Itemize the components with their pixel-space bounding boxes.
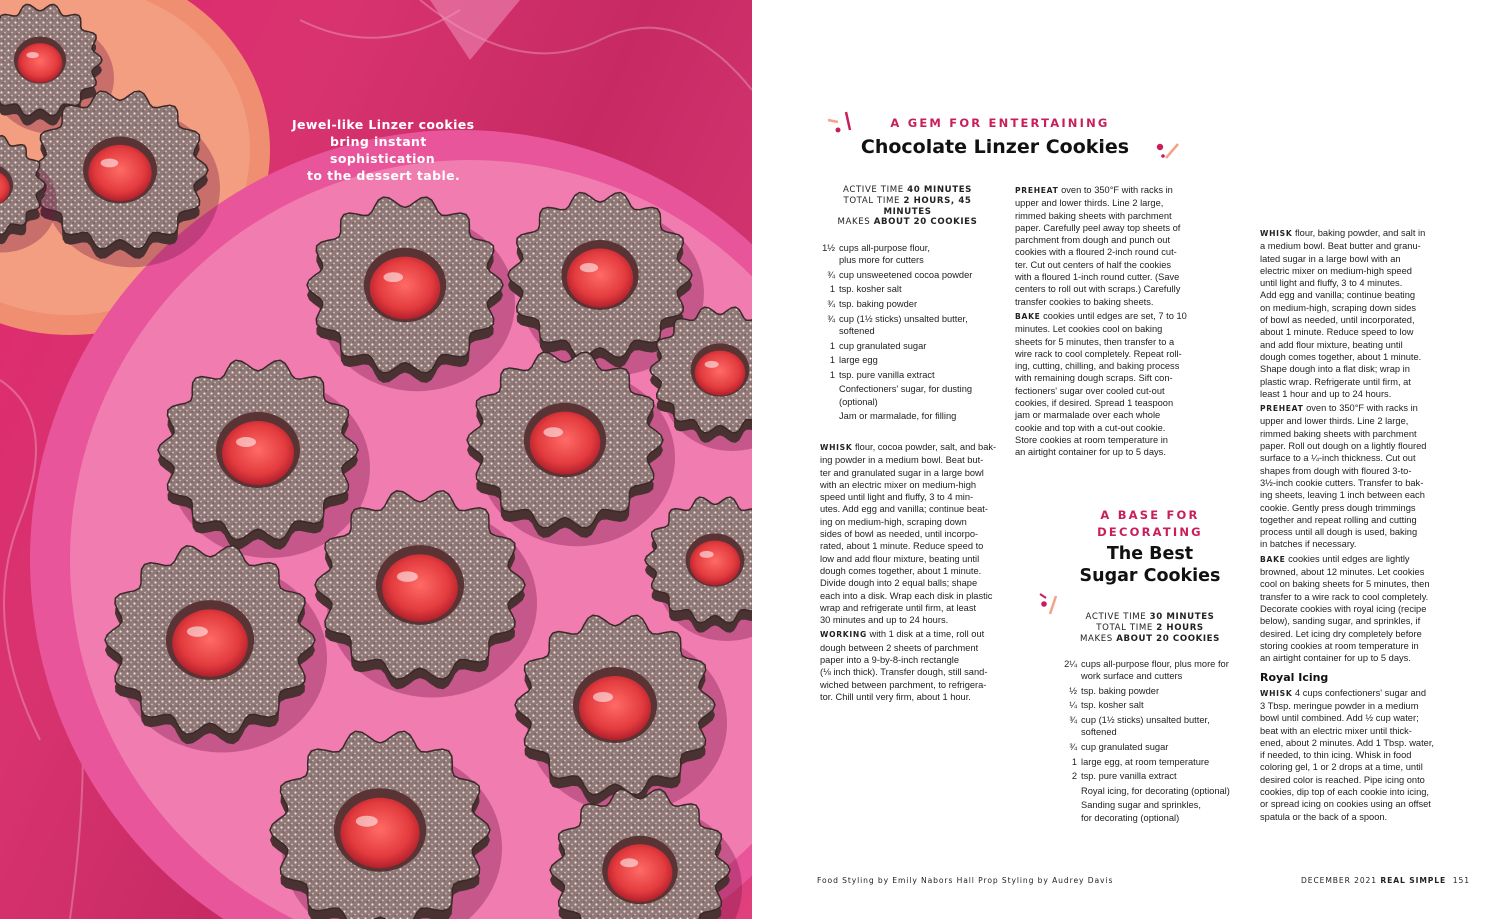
step-line: lated sugar in a large bowl with an <box>1260 253 1401 264</box>
sugar-title <box>1040 543 1260 587</box>
step-line: transfer cookies to baking sheets. <box>1015 296 1154 307</box>
ingredient-line: plus more for cutters <box>839 255 924 266</box>
ingredient-text <box>1081 785 1242 797</box>
ingredient-qty: ½ <box>1069 685 1077 696</box>
caption-line: Jewel-like Linzer cookies <box>292 117 475 132</box>
ingredient-line: cup granulated sugar <box>1081 741 1169 752</box>
step-line: ing on medium-high, scraping down <box>820 516 967 527</box>
step-line: ter and granulated sugar in a large bowl <box>820 467 984 478</box>
step-line: upper and lower thirds. Line 2 large, <box>1015 198 1164 209</box>
ingredient-item <box>815 410 995 422</box>
ingredient-text <box>839 340 995 352</box>
meta-label: TOTAL TIME <box>843 195 901 206</box>
step-line: below), sanding sugar, and sprinkles, if <box>1260 616 1421 627</box>
ingredient-line: cups all-purpose flour, plus more for <box>1081 659 1229 669</box>
ingredient-qty: ¾ <box>1069 715 1077 726</box>
ingredient-qty: ¾ <box>827 299 835 310</box>
title-line: Sugar Cookies <box>1079 566 1221 586</box>
step-line: about 1 minute. Reduce speed to low <box>1260 327 1414 338</box>
recipe-step <box>1015 310 1195 459</box>
step-line: each into a disk. Wrap each disk in plastic <box>820 590 993 601</box>
step-line: Divide dough into 2 equal balls; shape <box>820 578 978 589</box>
ingredient-line: tsp. kosher salt <box>839 284 902 295</box>
ingredient-qty: 2¼ <box>1064 659 1077 669</box>
ingredient-qty <box>815 410 839 422</box>
step-line: utes. Add egg and vanilla; continue beat- <box>820 504 988 515</box>
step-line: on medium-high, scraping down sides <box>1260 302 1417 313</box>
step-line: storing cookies at room temperature in <box>1260 640 1419 651</box>
ingredient-line: Royal icing, for decorating (optional) <box>1081 785 1230 796</box>
ingredient-text <box>839 298 995 310</box>
step-line: cool on baking sheets for 5 minutes, then <box>1260 579 1430 590</box>
step-verb: PREHEAT <box>1260 404 1304 414</box>
caption-line: bring instant sophistication <box>330 134 436 166</box>
step-line: dough comes together, about 1 minute. <box>820 565 982 576</box>
ingredient-text <box>839 354 995 366</box>
ingredient-item <box>815 269 995 281</box>
ingredient-item <box>1057 785 1242 797</box>
ingredient-line: for decorating (optional) <box>1081 812 1180 823</box>
sugar-steps <box>1260 227 1440 825</box>
step-line: an airtight container for up to 5 days. <box>1015 447 1166 458</box>
meta-value: 2 HOURS <box>1156 622 1204 633</box>
magazine-name: REAL SIMPLE <box>1380 876 1447 885</box>
ingredient-item <box>815 340 995 352</box>
step-line: Decorate cookies with royal icing (recipe <box>1260 603 1427 614</box>
step-line: sides of bowl as needed, until incorpo- <box>820 529 979 540</box>
step-line: of bowl as needed, until incorporated, <box>1260 315 1415 326</box>
ingredient-text <box>839 283 995 295</box>
step-verb: WORKING <box>820 630 867 640</box>
ingredient-text <box>1081 714 1242 739</box>
step-line: cookies, dip top of each cookie into icing, <box>1260 787 1429 798</box>
step-line: wiched between parchment, to refrigera- <box>820 679 987 690</box>
step-line: with a floured 1-inch round cutter. (Save <box>1015 272 1180 283</box>
step-line: rated, about 1 minute. Reduce speed to <box>820 541 984 552</box>
step-line: paper. Carefully peel away top sheets of <box>1015 222 1181 233</box>
ingredient-qty: 1 <box>1071 756 1077 767</box>
step-line: ened, about 2 minutes. Add 1 Tbsp. water, <box>1260 737 1435 748</box>
step-verb: BAKE <box>1015 311 1041 321</box>
ingredient-text <box>1081 685 1242 697</box>
ingredient-item <box>815 354 995 366</box>
step-line: ing, cutting, chilling, and baking process <box>1015 361 1180 372</box>
meta-label: TOTAL TIME <box>1096 622 1153 633</box>
step-line: in batches if necessary. <box>1260 539 1357 550</box>
photo-caption <box>292 116 532 184</box>
step-line: beat with an electric mixer until thick- <box>1260 725 1412 736</box>
kicker-line: A BASE FOR <box>1100 508 1200 522</box>
step-line: desired color is reached. Pipe icing onto <box>1260 774 1425 785</box>
ingredient-line: softened <box>839 325 875 336</box>
step-line <box>1260 402 1440 415</box>
ingredient-line: (optional) <box>839 396 878 407</box>
ingredient-item <box>1057 770 1242 782</box>
meta-label: ACTIVE TIME <box>843 185 904 195</box>
step-line: an airtight container for up to 5 days. <box>1260 653 1411 664</box>
royal-icing-heading: Royal Icing <box>1260 671 1329 685</box>
step-line <box>1260 553 1440 566</box>
meta-value: ABOUT 20 COOKIES <box>873 217 978 228</box>
meta-value: 2 HOURS, 45 MINUTES <box>883 195 972 217</box>
meta-label: MAKES <box>1080 633 1113 644</box>
recipe-step <box>820 441 1000 626</box>
step-line: with remaining dough scraps. Sift con- <box>1015 373 1173 384</box>
step-line <box>820 628 1000 641</box>
step-line: 30 minutes and up to 24 hours. <box>820 615 949 626</box>
ingredient-line: softened <box>1081 727 1117 738</box>
step-line: bowl until combined. Add ½ cup water; <box>1260 713 1419 724</box>
ingredient-line: tsp. pure vanilla extract <box>839 369 935 380</box>
step-line: ing powder in a medium bowl. Beat but- <box>820 455 984 466</box>
ingredient-qty <box>1057 799 1081 824</box>
ingredient-text <box>839 410 995 422</box>
step-line: cookie and top with a cut-out cookie. <box>1015 422 1166 433</box>
step-text: oven to 350°F with racks in <box>1061 185 1173 195</box>
ingredient-item <box>1057 799 1242 824</box>
ingredient-line: tsp. kosher salt <box>1081 700 1144 711</box>
recipe-step <box>1260 553 1440 665</box>
ingredient-line: cups all-purpose flour, <box>839 243 930 253</box>
step-line <box>1260 687 1440 700</box>
step-line: browned, about 12 minutes. Let cookies <box>1260 567 1425 578</box>
step-line: process until all dough is used, baking <box>1260 527 1418 538</box>
step-line: ter. Cut out centers of half the cookies <box>1015 259 1172 270</box>
ingredient-item <box>815 283 995 295</box>
ingredient-qty: ¾ <box>827 269 835 280</box>
issue-date: DECEMBER 2021 <box>1301 876 1378 885</box>
confetti-icon <box>826 110 856 136</box>
caption-line: to the dessert table. <box>307 168 461 183</box>
step-line <box>1260 227 1440 240</box>
step-line: wire rack to cool completely. Repeat roll- <box>1015 348 1182 359</box>
ingredient-item <box>1057 658 1242 683</box>
step-line: upper and lower thirds. Line 2 large, <box>1260 416 1409 427</box>
step-line <box>1015 310 1195 323</box>
ingredient-text <box>1081 756 1242 768</box>
meta-label: ACTIVE TIME <box>1085 612 1147 622</box>
meta-value: 30 MINUTES <box>1149 612 1215 622</box>
royal-icing-step <box>1260 687 1440 823</box>
ingredient-line: Jam or marmalade, for filling <box>839 411 957 422</box>
step-line: or spread icing on cookies using an offset <box>1260 799 1431 810</box>
ingredient-qty: ¾ <box>1069 741 1077 752</box>
step-line: minutes. Let cookies cool on baking <box>1015 324 1163 335</box>
step-line: jam or marmalade over each whole <box>1015 410 1161 421</box>
ingredient-qty: 1 <box>829 355 835 366</box>
step-line: cookies, if desired. Spread 1 teaspoon <box>1015 398 1174 409</box>
kicker-line: DECORATING <box>1097 525 1203 539</box>
photo-credits: Food Styling by Emily Nabors Hall Prop Styling by Audrey Davis <box>817 876 1114 885</box>
recipe-step <box>1015 184 1195 308</box>
step-line: paper. Roll out dough on a lightly floured <box>1260 441 1427 452</box>
step-line: 3 Tbsp. meringue powder in a medium <box>1260 700 1419 711</box>
ingredient-text <box>839 242 995 267</box>
ingredient-item <box>815 369 995 381</box>
step-line: until light and fluffy, 3 to 4 minutes. <box>1260 278 1403 289</box>
step-line: centers to roll out with scraps.) Carefully <box>1015 284 1181 295</box>
recipe-step <box>820 628 1000 703</box>
step-line: ing sheets, leaving 1 inch between each <box>1260 490 1425 501</box>
step-line: wrap and refrigerate until firm, at least <box>820 602 977 613</box>
ingredient-line: cup (1½ sticks) unsalted butter, <box>839 313 968 324</box>
ingredient-item <box>815 242 995 267</box>
step-line: paper into a 9-by-8-inch rectangle <box>820 655 960 666</box>
meta-value: ABOUT 20 COOKIES <box>1116 633 1220 644</box>
linzer-steps-col2 <box>1015 184 1195 461</box>
step-line: electric mixer on medium-high speed <box>1260 265 1412 276</box>
step-verb: WHISK <box>820 443 853 452</box>
ingredient-text <box>839 313 995 338</box>
step-verb: PREHEAT <box>1015 186 1059 195</box>
step-verb: BAKE <box>1260 554 1286 564</box>
ingredient-line: large egg <box>839 355 878 366</box>
ingredient-text <box>1081 658 1242 683</box>
step-line: Shape dough into a flat disk; wrap in <box>1260 364 1410 375</box>
step-line <box>820 441 1000 454</box>
step-verb: WHISK <box>1260 688 1293 698</box>
step-line: cookies with a floured 2-inch round cut- <box>1015 247 1177 258</box>
step-line: surface to a ¼-inch thickness. Cut out <box>1260 453 1416 464</box>
ingredient-line: tsp. pure vanilla extract <box>1081 771 1177 782</box>
ingredient-text <box>839 383 995 408</box>
step-line: cookie. Gently press dough trimmings <box>1260 502 1416 513</box>
step-text: 4 cups confectioners' sugar and <box>1295 687 1426 698</box>
step-line: a medium bowl. Beat butter and granu- <box>1260 241 1421 252</box>
step-line: dough between 2 sheets of parchment <box>820 642 979 653</box>
step-line: least 1 hour and up to 24 hours. <box>1260 388 1392 399</box>
step-line: sheets for 5 minutes, then transfer to a <box>1015 336 1175 347</box>
ingredient-text <box>839 369 995 381</box>
ingredient-item <box>1057 685 1242 697</box>
step-line: rimmed baking sheets with parchment <box>1015 210 1172 221</box>
step-line: fectioners' sugar over cooled cut-out <box>1015 385 1165 396</box>
linzer-kicker: A GEM FOR ENTERTAINING <box>890 116 1110 130</box>
ingredient-qty <box>815 383 839 408</box>
ingredient-item <box>815 383 995 408</box>
step-line: and add flour mixture, beating until <box>1260 339 1403 350</box>
step-line: Store cookies at room temperature in <box>1015 434 1168 445</box>
linzer-meta <box>820 185 995 228</box>
ingredient-qty: 1½ <box>822 243 835 253</box>
ingredient-text <box>1081 770 1242 782</box>
ingredient-line: tsp. baking powder <box>1081 685 1160 696</box>
step-line: with an electric mixer on medium-high <box>820 479 977 490</box>
step-line: 3½-inch cookie cutters. Transfer to bak- <box>1260 477 1424 488</box>
meta-label: MAKES <box>837 217 871 228</box>
ingredient-line: large egg, at room temperature <box>1081 756 1210 767</box>
step-text: cookies until edges are lightly <box>1288 553 1410 564</box>
page-number: 151 <box>1452 876 1470 885</box>
ingredient-item <box>815 313 995 338</box>
ingredient-qty: 1 <box>829 369 835 380</box>
ingredient-item <box>1057 714 1242 739</box>
ingredient-qty: 1 <box>829 284 835 295</box>
sugar-ingredients <box>1057 658 1242 826</box>
step-line: rimmed baking sheets with parchment <box>1260 428 1417 439</box>
ingredient-line: Confectioners' sugar, for dusting <box>839 384 973 395</box>
step-line: shapes from dough with floured 3-to- <box>1260 465 1412 476</box>
folio <box>1301 876 1470 885</box>
ingredient-text <box>839 269 995 281</box>
step-line: Add egg and vanilla; continue beating <box>1260 290 1416 301</box>
ingredient-line: cup unsweetened cocoa powder <box>839 269 973 280</box>
ingredient-text <box>1081 741 1242 753</box>
ingredient-item <box>1057 741 1242 753</box>
step-line: speed until light and fluffy, 3 to 4 min- <box>820 492 974 503</box>
step-line: coloring gel, 1 or 2 drops at a time, until <box>1260 762 1423 773</box>
step-text: oven to 350°F with racks in <box>1306 403 1418 414</box>
ingredient-item <box>1057 756 1242 768</box>
ingredient-text <box>1081 799 1242 824</box>
step-line: dough comes together, about 1 minute. <box>1260 351 1422 362</box>
ingredient-line: tsp. baking powder <box>839 299 918 310</box>
title-line: The Best <box>1106 544 1194 564</box>
step-text: flour, baking powder, and salt in <box>1295 228 1426 238</box>
ingredient-line: work surface and cutters <box>1081 671 1183 682</box>
step-line: transfer to a wire rack to cool completely. <box>1260 591 1429 602</box>
linzer-ingredients <box>815 242 995 425</box>
ingredient-qty: ¾ <box>827 313 835 324</box>
step-line: desired. Let icing dry completely before <box>1260 628 1422 639</box>
linzer-steps-col1 <box>820 441 1000 705</box>
meta-value: 40 MINUTES <box>907 185 972 195</box>
step-line: together and repeat rolling and cutting <box>1260 514 1417 525</box>
step-line: spatula or the back of a spoon. <box>1260 811 1388 822</box>
recipe-step <box>1260 227 1440 400</box>
ingredient-qty: 1 <box>829 340 835 351</box>
ingredient-line: cup (1½ sticks) unsalted butter, <box>1081 715 1210 726</box>
step-line: if needed, to thin icing. Whisk in food <box>1260 750 1412 761</box>
step-line: plastic wrap. Refrigerate until firm, at <box>1260 376 1411 387</box>
recipe-step <box>1260 402 1440 551</box>
sugar-kicker <box>1070 507 1230 541</box>
step-line: tor. Chill until very firm, about 1 hour. <box>820 691 971 702</box>
ingredient-qty: 2 <box>1071 771 1077 782</box>
sugar-meta <box>1060 612 1240 644</box>
confetti-icon <box>1154 138 1184 162</box>
step-line: parchment from dough and punch out <box>1015 235 1171 246</box>
ingredient-line: Sanding sugar and sprinkles, <box>1081 800 1201 811</box>
ingredient-qty <box>1057 785 1081 797</box>
step-line: low and add flour mixture, beating until <box>820 553 980 564</box>
step-verb: WHISK <box>1260 229 1293 238</box>
step-text: cookies until edges are set, 7 to 10 <box>1043 310 1187 321</box>
ingredient-item <box>815 298 995 310</box>
step-text: with 1 disk at a time, roll out <box>869 629 985 640</box>
linzer-title: Chocolate Linzer Cookies <box>860 136 1130 158</box>
step-line <box>1015 184 1195 197</box>
step-line: (⅛ inch thick). Transfer dough, still sand- <box>820 667 988 678</box>
step-text: flour, cocoa powder, salt, and bak- <box>855 442 997 452</box>
ingredient-qty: ¼ <box>1069 700 1077 711</box>
ingredient-text <box>1081 699 1242 711</box>
ingredient-line: cup granulated sugar <box>839 340 927 351</box>
ingredient-item <box>1057 699 1242 711</box>
